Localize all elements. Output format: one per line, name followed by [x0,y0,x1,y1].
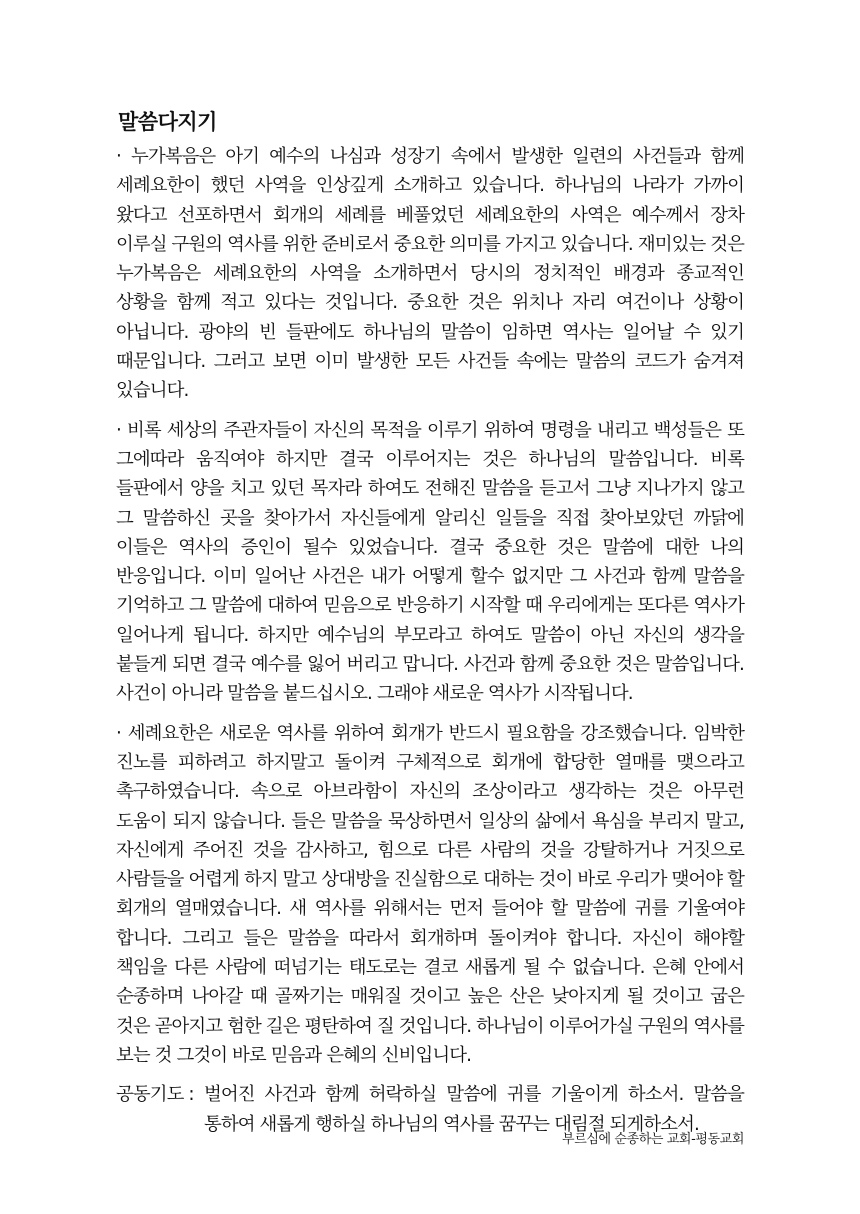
page-footer: 부르심에 순종하는 교회-평동교회 [562,1132,744,1147]
body-content [116,142,744,1139]
prayer-text: 벌어진 사건과 함께 허락하실 말씀에 귀를 기울이게 하소서. 말씀을 통하여 새롭게 행하실 하나님의 역사를 꿈꾸는 대림절 되게하소서. [204,1084,744,1135]
prayer-label: 공동기도 : [116,1084,194,1106]
page-title: 말씀다지기 [118,110,217,134]
paragraph-3: · 세례요한은 새로운 역사를 위하여 회개가 반드시 필요함을 강조했습니다. 임박한 진노를 피하려고 하지말고 돌이켜 구체적으로 회개에 합당한 열매를 맺으라고 촉구하였습니다. 속으로 아브라함이 자신의 조상이라고 생각하는 것은 아무런 도움이 되지 않습니다. 들은 말씀을 묵상하면서 일상의 삶에서 욕심을 부리지 말고, 자신에게 주어진 것을 감사하고, 힘으로 다른 사람의 것을 강탈하거나 거짓으로 사람들을 어렵게 하지 말고 상대방을 진실함으로 대하는 것이 바로 우리가 맺어야 할 회개의 열매였습니다. 새 역사를 위해서는 먼저 들어야 할 말씀에 귀를 기울여야 합니다. 그리고 들은 말씀을 따라서 회개하며 돌이켜야 합니다. 자신이 해야할 책임을 다른 사람에 떠넘기는 태도로는 결코 새롭게 될 수 없습니다. 은혜 안에서 순종하며 나아갈 때 골짜기는 매워질 것이고 높은 산은 낮아지게 될 것이고 굽은 것은 곧아지고 험한 길은 평탄하여 질 것입니다. 하나님이 이루어가실 구원의 역사를 보는 것 그것이 바로 믿음과 은혜의 신비입니다. [116,722,744,1066]
paragraph-2: · 비록 세상의 주관자들이 자신의 목적을 이루기 위하여 명령을 내리고 백성들은 또 그에따라 움직여야 하지만 결국 이루어지는 것은 하나님의 말씀입니다. 비록 들판에서 양을 치고 있던 목자라 하여도 전해진 말씀을 듣고서 그냥 지나가지 않고 그 말씀하신 곳을 찾아가서 자신들에게 알리신 일들을 직접 찾아보았던 까닭에 이들은 역사의 증인이 될수 있었습니다. 결국 중요한 것은 말씀에 대한 나의 반응입니다. 이미 일어난 사건은 내가 어떻게 할수 없지만 그 사건과 함께 말씀을 기억하고 그 말씀에 대하여 믿음으로 반응하기 시작할 때 우리에게는 또다른 역사가 일어나게 됩니다. 하지만 예수님의 부모라고 하여도 말씀이 아닌 자신의 생각을 붙들게 되면 결국 예수를 잃어 버리고 맙니다. 사건과 함께 중요한 것은 말씀입니다. 사건이 아니라 말씀을 붙드십시오. 그래야 새로운 역사가 시작됩니다. [116,419,744,705]
paragraph-1: · 누가복음은 아기 예수의 나심과 성장기 속에서 발생한 일련의 사건들과 함께 세례요한이 했던 사역을 인상깊게 소개하고 있습니다. 하나님의 나라가 가까이 왔다고 선포하면서 회개의 세례를 베풀었던 세례요한의 사역은 예수께서 장차 이루실 구원의 역사를 위한 준비로서 중요한 의미를 가지고 있습니다. 재미있는 것은 누가복음은 세례요한의 사역을 소개하면서 당시의 정치적인 배경과 종교적인 상황을 함께 적고 있다는 것입니다. 중요한 것은 위치나 자리 여건이나 상황이 아닙니다. 광야의 빈 들판에도 하나님의 말씀이 임하면 역사는 일어날 수 있기 때문입니다. 그러고 보면 이미 발생한 모든 사건들 속에는 말씀의 코드가 숨겨져 있습니다. [116,146,744,402]
